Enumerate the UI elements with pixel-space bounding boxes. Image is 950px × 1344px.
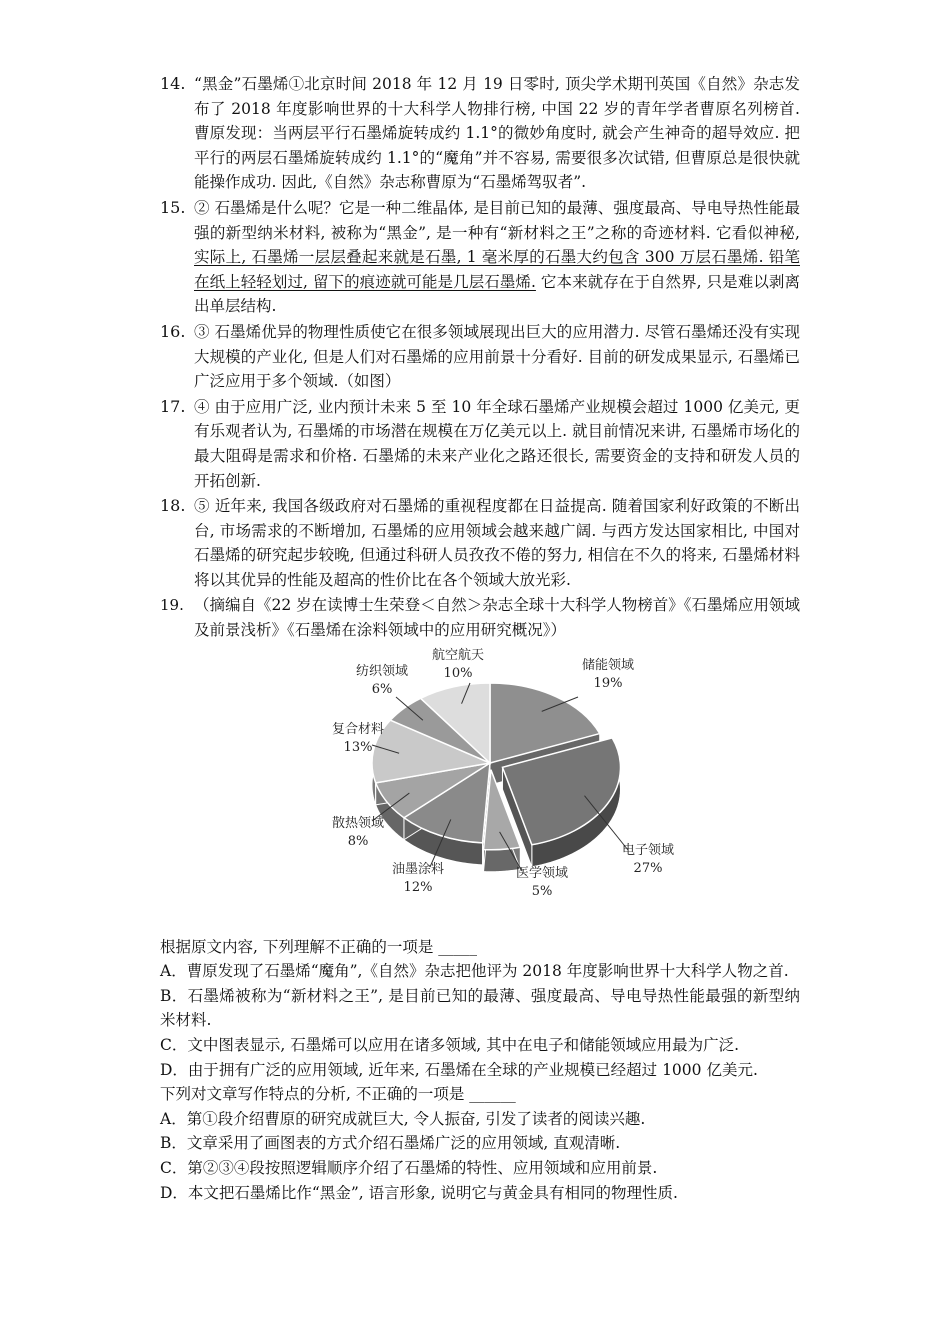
paragraph-number: 17.: [160, 396, 186, 416]
question-2-option-b: B．文章采用了画图表的方式介绍石墨烯广泛的应用领域, 直观清晰.: [160, 1134, 621, 1153]
pie-slice-label: 航空航天: [431, 647, 485, 663]
paragraph-18: [160, 494, 800, 592]
paragraph-15: [160, 196, 800, 319]
paragraph-number: 15.: [160, 197, 186, 217]
paragraph-text-before: ② 石墨烯是什么呢？它是一种二维晶体, 是目前已知的最薄、强度最高、导电导热性能最强的新型纳米材料, 被称为“黑金”, 是一种有“新材料之王”之称的奇迹材料. 它看似神秘,: [194, 198, 800, 242]
pie-slice-value: 13%: [343, 739, 373, 755]
pie-slice-value: 10%: [443, 665, 473, 681]
pie-slice-value: 8%: [347, 833, 369, 849]
paragraph-number: 16.: [160, 321, 186, 341]
paragraph-text: [194, 196, 800, 319]
paragraph-text-after: 它本来就存在于自然界, 只是难以剥离出单层结构.: [194, 272, 800, 316]
paragraph-16: [160, 320, 800, 394]
paragraph-number: 18.: [160, 496, 186, 516]
paragraph-text: ③ 石墨烯优异的物理性质使它在很多领域展现出巨大的应用潜力. 尽管石墨烯还没有实现大规模的产业化, 但是人们对石墨烯的应用前景十分看好. 目前的研发成果显示, 石墨烯已广泛应用于多个领域.（如图）: [194, 322, 800, 391]
underlined-sentence: 实际上, 石墨烯一层层叠起来就是石墨, 1 毫米厚的石墨大约包含 300 万层石墨烯. 铅笔在纸上轻轻划过, 留下的痕迹就可能是几层石墨烯.: [194, 248, 800, 291]
pie-slice-value: 19%: [593, 675, 623, 691]
pie-slice-label: 复合材料: [331, 721, 385, 737]
question-1-option-b: B．石墨烯被称为“新材料之王”, 是目前已知的最薄、强度最高、导电导热性能最强的新型纳米材料.: [160, 986, 800, 1030]
paragraph-19-source: [160, 593, 800, 642]
pie-chart-svg: [160, 645, 800, 925]
pie-slice-value: 12%: [403, 879, 433, 895]
question-2-option-a: A．第①段介绍曹原的研究成就巨大, 令人振奋, 引发了读者的阅读兴趣.: [160, 1109, 646, 1128]
questions-section: [160, 935, 800, 1206]
question-2-stem: 下列对文章写作特点的分析, 不正确的一项是 ______: [160, 1085, 516, 1104]
question-1-stem: 根据原文内容, 下列理解不正确的一项是 _____: [160, 937, 478, 956]
source-citation: （摘编自《22 岁在读博士生荣登＜自然＞杂志全球十大科学人物榜首》《石墨烯应用领域及前景浅析》《石墨烯在涂料领域中的应用研究概况》）: [194, 596, 800, 640]
pie-slice-value: 6%: [371, 681, 393, 697]
question-1-option-c: C．文中图表显示, 石墨烯可以应用在诸多领域, 其中在电子和储能领域应用最为广泛.: [160, 1036, 739, 1055]
paragraph-17: [160, 395, 800, 493]
document-page: [160, 72, 800, 1205]
pie-slice-label: 散热领域: [331, 815, 385, 831]
pie-slice-label: 油墨涂料: [391, 861, 445, 877]
question-1-option-a: A．曹原发现了石墨烯“魔角”,《自然》杂志把他评为 2018 年度影响世界十大科学人物之首.: [160, 962, 789, 981]
paragraph-14: [160, 72, 800, 195]
question-2-option-c: C．第②③④段按照逻辑顺序介绍了石墨烯的特性、应用领域和应用前景.: [160, 1159, 658, 1177]
question-2-option-d: D．本文把石墨烯比作“黑金”, 语言形象, 说明它与黄金具有相同的物理性质.: [160, 1183, 678, 1202]
pie-slice-label: 储能领域: [581, 657, 635, 673]
pie-slice-label: 电子领域: [621, 842, 675, 858]
pie-chart: [160, 645, 800, 925]
question-1-option-d: D．由于拥有广泛的应用领域, 近年来, 石墨烯在全球的产业规模已经超过 1000 亿美元.: [160, 1060, 758, 1079]
paragraph-number: 19.: [160, 596, 184, 615]
pie-slice-value: 27%: [633, 860, 663, 876]
pie-slice-value: 5%: [531, 883, 553, 899]
paragraph-text: ④ 由于应用广泛, 业内预计未来 5 至 10 年全球石墨烯产业规模会超过 1000 亿美元, 更有乐观者认为, 石墨烯的市场潜在规模在万亿美元以上. 就目前情况来讲, 石墨烯市场化的最大阻碍是需求和价格. 石墨烯的未来产业化之路还很长, 需要资金的支持和研发人员的开拓创新.: [194, 397, 800, 490]
paragraph-text: “黑金”石墨烯①北京时间 2018 年 12 月 19 日零时, 顶尖学术期刊英国《自然》杂志发布了 2018 年度影响世界的十大科学人物排行榜, 中国 22 岁的青年学者曹原名列榜首. 曹原发现：当两层平行石墨烯旋转成约 1.1°的微妙角度时, 就会产生神奇的超导效应. 把平行的两层石墨烯旋转成约 1.1°的“魔角”并不容易, 需要很多次试错, 但曹原总是很快就能操作成功. 因此,《自然》杂志称曹原为“石墨烯驾驭者”.: [194, 75, 800, 192]
paragraph-text: ⑤ 近年来, 我国各级政府对石墨烯的重视程度都在日益提高. 随着国家利好政策的不断出台, 市场需求的不断增加, 石墨烯的应用领域会越来越广阔. 与西方发达国家相比, 中国对石墨烯的研究起步较晚, 但通过科研人员孜孜不倦的努力, 相信在不久的将来, 石墨烯材料将以其优异的性能及超高的性价比在各个领域大放光彩.: [194, 497, 800, 589]
pie-slice-label: 医学领域: [515, 865, 569, 881]
paragraph-number: 14.: [160, 74, 186, 93]
pie-slice-label: 纺织领域: [355, 663, 409, 679]
